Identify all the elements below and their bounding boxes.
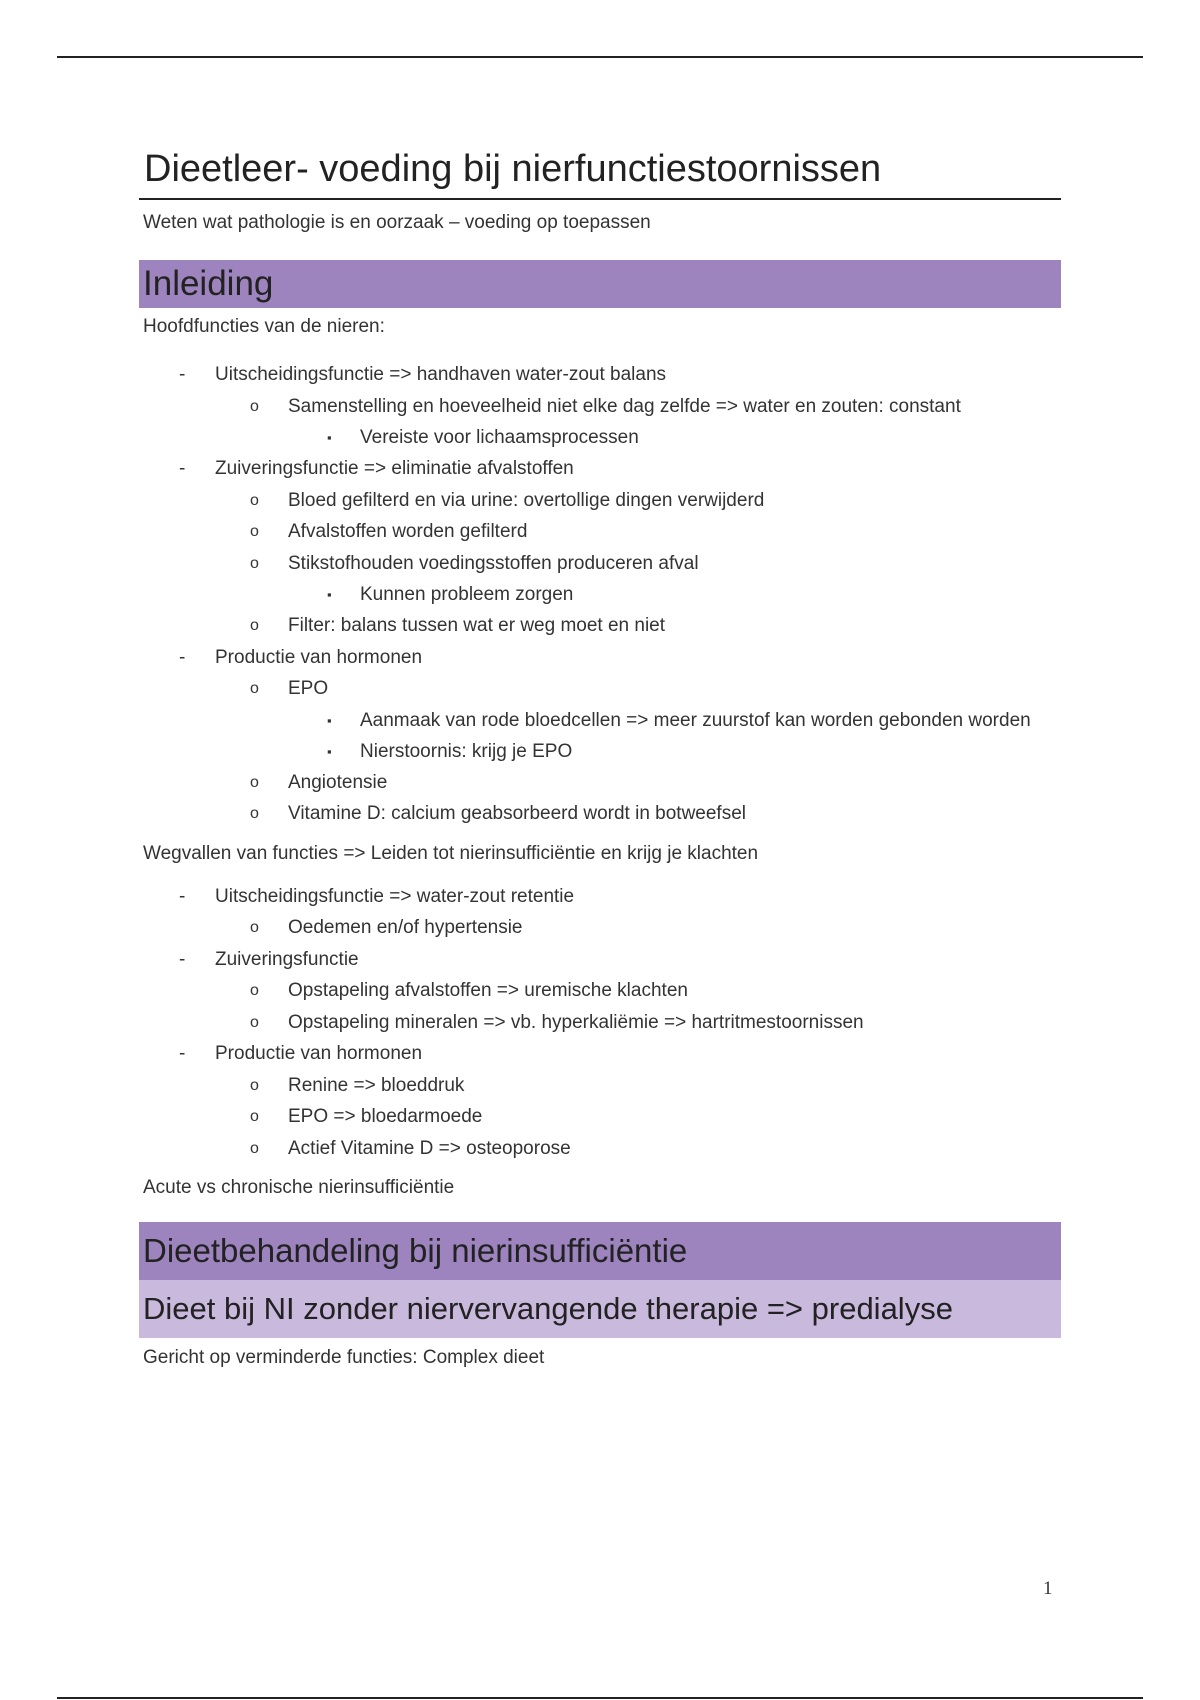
intro-paragraph: Hoofdfuncties van de nieren: [143, 316, 385, 337]
list-item-text: EPO [288, 678, 329, 699]
list-item-text: Kunnen probleem zorgen [360, 584, 574, 605]
list-item [139, 642, 1061, 674]
complex-dieet-paragraph: Gericht op verminderde functies: Complex dieet [143, 1347, 545, 1368]
list-item [139, 912, 1061, 944]
list-marker: o [250, 773, 259, 791]
list-item-text: Filter: balans tussen wat er weg moet en niet [288, 615, 666, 636]
list-item-text: Productie van hormonen [215, 646, 423, 668]
acute-chronisch-paragraph: Acute vs chronische nierinsufficiëntie [143, 1177, 455, 1198]
list-item [139, 359, 1061, 391]
list-item-text: Vereiste voor lichaamsprocessen [360, 427, 639, 448]
list-item-text: Nierstoornis: krijg je EPO [360, 740, 573, 762]
list-item-text: Aanmaak van rode bloedcellen => meer zuurstof kan worden gebonden worden [360, 709, 1031, 731]
list-marker: o [250, 805, 259, 822]
heading-inleiding: Inleiding [139, 260, 1061, 308]
wegvallen-list [139, 881, 1061, 1165]
list-item [139, 881, 1061, 913]
list-item [139, 944, 1061, 976]
list-item-text: Angiotensie [288, 771, 388, 793]
list-marker: - [179, 646, 186, 668]
list-item [139, 485, 1061, 517]
list-marker: ▪ [327, 712, 332, 728]
list-item-text: Bloed gefilterd en via urine: overtollige dingen verwijderd [288, 489, 765, 511]
list-item [139, 453, 1061, 485]
list-marker: o [250, 523, 259, 540]
document-title: Dieetleer- voeding bij nierfunctiestoornissen [144, 148, 882, 190]
list-item-text: Opstapeling afvalstoffen => uremische klachten [288, 980, 688, 1001]
list-marker: o [250, 919, 259, 936]
list-item [139, 579, 1061, 610]
heading-dieetbehandeling: Dieetbehandeling bij nierinsufficiëntie [139, 1222, 1061, 1280]
list-item [139, 736, 1061, 767]
bottom-page-rule [57, 1697, 1143, 1699]
list-marker: - [179, 1043, 186, 1064]
list-item [139, 705, 1061, 736]
list-item [139, 422, 1061, 453]
list-marker: - [179, 885, 186, 907]
list-item [139, 1007, 1061, 1039]
list-marker: o [250, 982, 259, 999]
list-item-text: Afvalstoffen worden gefilterd [288, 521, 528, 542]
list-marker: o [250, 1108, 259, 1125]
list-item-text: Productie van hormonen [215, 1043, 423, 1064]
list-item [139, 798, 1061, 830]
list-item [139, 1133, 1061, 1165]
list-item [139, 610, 1061, 642]
list-item-text: Renine => bloeddruk [288, 1074, 465, 1096]
list-item [139, 1038, 1061, 1070]
top-page-rule [57, 56, 1143, 58]
page-number: 1 [1043, 1578, 1053, 1599]
list-item-text: Oedemen en/of hypertensie [288, 917, 523, 938]
list-marker: o [250, 617, 259, 634]
list-item-text: Vitamine D: calcium geabsorbeerd wordt in botweefsel [288, 803, 746, 824]
list-item-text: Uitscheidingsfunctie => water-zout retentie [215, 885, 575, 907]
wegvallen-paragraph: Wegvallen van functies => Leiden tot nierinsufficiëntie en krijg je klachten [143, 842, 759, 864]
list-marker: o [250, 1139, 259, 1157]
list-marker: ▪ [327, 743, 332, 759]
list-item-text: Actief Vitamine D => osteoporose [288, 1137, 571, 1159]
list-item [139, 391, 1061, 423]
list-item [139, 1070, 1061, 1102]
list-item [139, 673, 1061, 705]
list-item [139, 548, 1061, 580]
list-marker: - [179, 458, 186, 479]
list-marker: - [179, 364, 186, 385]
document-body [139, 142, 1061, 1371]
list-item [139, 1101, 1061, 1133]
list-marker: o [250, 397, 259, 415]
list-marker: - [179, 948, 186, 970]
list-marker: ▪ [327, 587, 332, 602]
list-marker: ▪ [327, 430, 332, 445]
title-underline [139, 198, 1061, 200]
subheading-predialyse: Dieet bij NI zonder niervervangende therapie => predialyse [139, 1280, 1061, 1338]
list-marker: o [250, 554, 259, 572]
document-subtitle: Weten wat pathologie is en oorzaak – voeding op toepassen [143, 212, 651, 233]
list-item-text: Zuiveringsfunctie => eliminatie afvalstoffen [215, 458, 574, 479]
list-item [139, 767, 1061, 799]
list-item [139, 516, 1061, 548]
list-marker: o [250, 491, 259, 509]
hoofdfuncties-list [139, 359, 1061, 830]
list-marker: o [250, 1013, 259, 1031]
list-item [139, 975, 1061, 1007]
list-marker: o [250, 1076, 259, 1094]
list-item-text: EPO => bloedarmoede [288, 1106, 483, 1127]
list-item-text: Samenstelling en hoeveelheid niet elke dag zelfde => water en zouten: constant [288, 395, 961, 417]
list-item-text: Stikstofhouden voedingsstoffen produceren afval [288, 552, 699, 574]
list-item-text: Zuiveringsfunctie [215, 948, 359, 970]
list-item-text: Opstapeling mineralen => vb. hyperkaliëmie => hartritmestoornissen [288, 1011, 864, 1033]
list-marker: o [250, 680, 259, 697]
list-item-text: Uitscheidingsfunctie => handhaven water-zout balans [215, 364, 667, 385]
